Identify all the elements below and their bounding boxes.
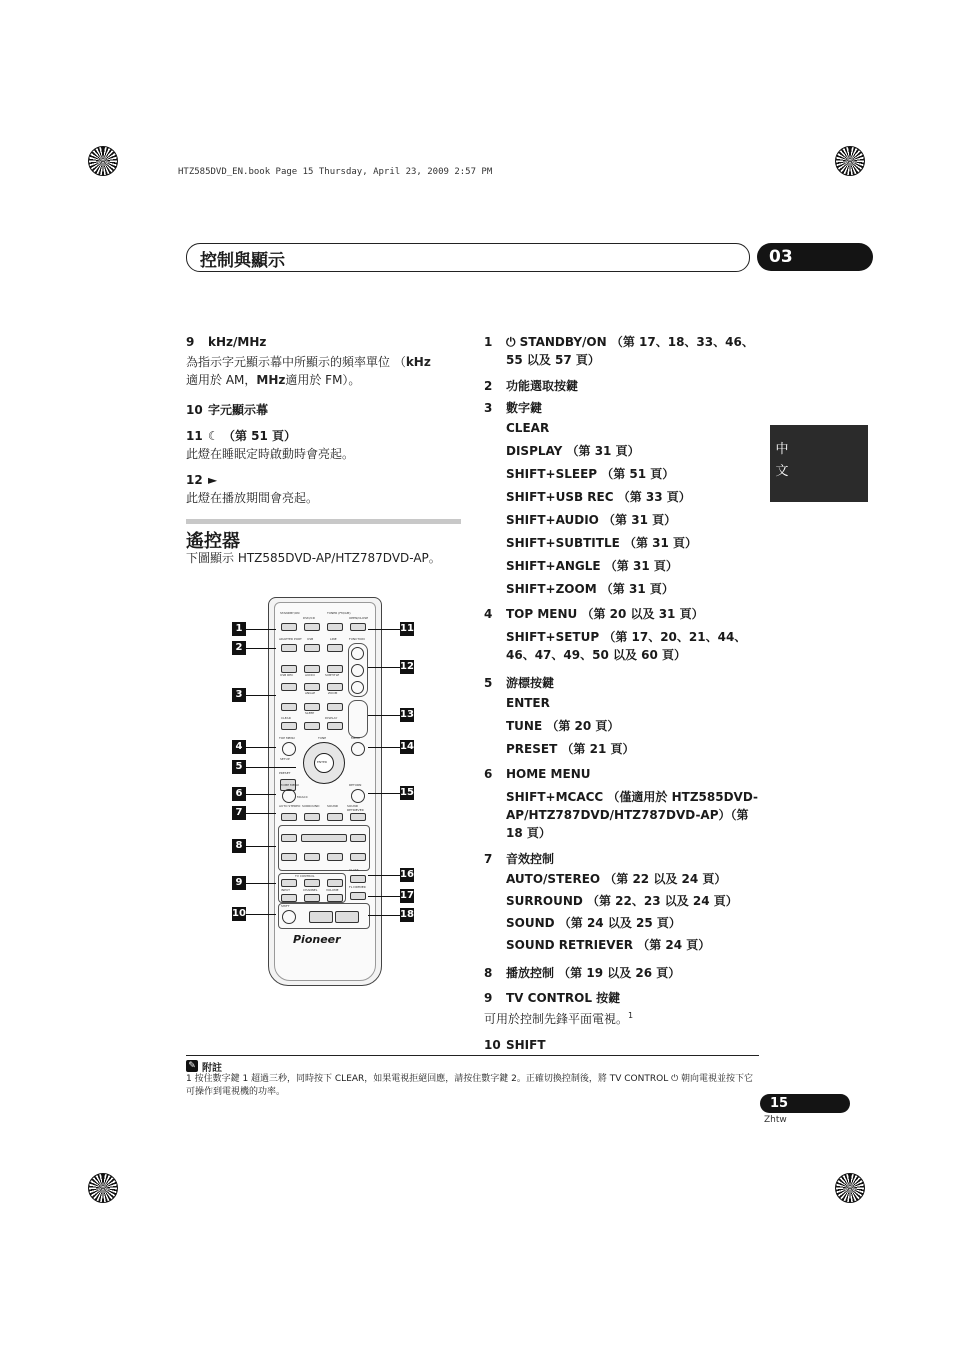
remote-label-volume: VOLUME	[326, 888, 339, 892]
callout-1: 1	[232, 622, 246, 636]
callout-11: 11	[400, 623, 414, 634]
remote-label-fldimmer: FL DIMMER	[349, 885, 366, 889]
remote-label-topmenu: TOP MENU	[279, 736, 295, 740]
r-item-9-body: 可用於控制先鋒平面電視。$^1$	[484, 1011, 634, 1026]
footnote-rule	[186, 1055, 759, 1056]
left-column	[186, 333, 462, 507]
pioneer-logo: Pioneer	[293, 933, 341, 946]
item-9-body: 為指示字元顯示幕中所顯示的頻率單位 （kHz 適用於 AM，MHz適用於 FM）。	[186, 355, 431, 387]
r-item-6-sub: SHIFT+MCACC （僅適用於 HTZ585DVD-AP/HTZ787DVD/HTZ787DVD-AP）（第 18 頁）	[506, 790, 758, 840]
callout-2: 2	[232, 641, 246, 655]
note-icon: ✎	[186, 1060, 198, 1072]
section-title: 遙控器	[186, 531, 240, 552]
remote-label-autostereo: AUTO STEREO	[279, 804, 301, 808]
remote-label-tvcontrol: TV CONTROL	[295, 874, 315, 878]
remote-label-tuner: TUNER (FM/AM)	[327, 611, 351, 615]
remote-face	[274, 602, 376, 981]
registration-mark-tr	[835, 146, 865, 176]
item-12-body: 此燈在播放期間會亮起。	[186, 491, 319, 505]
r-item-8: 8 播放控制 （第 19 以及 26 頁）	[484, 966, 681, 980]
remote-label-line: LINE	[330, 637, 337, 641]
remote-label-channel: CHANNEL	[303, 888, 318, 892]
r-item-2: 2 功能選取按鍵	[484, 379, 579, 393]
callout-18: 18	[400, 909, 414, 920]
language-tab	[770, 425, 868, 502]
remote-label-surround: SURROUND	[302, 804, 320, 808]
remote-label-menu: MENU	[351, 736, 360, 740]
remote-label-input: INPUT	[281, 888, 290, 892]
callout-17: 17	[400, 890, 414, 901]
remote-label-audio: AUDIO	[305, 673, 315, 677]
note-text: 1 按住數字鍵 1 超過三秒，同時按下 CLEAR，如果電視拒絕回應，請按住數字鍵 2。正確切換控制後，將 TV CONTROL ⏻ 朝向電視並按下它可操作到電視機的功率。	[186, 1074, 754, 1097]
section-rule	[186, 519, 461, 524]
callout-12: 12	[400, 661, 414, 672]
remote-label-preset: PRESET	[279, 771, 291, 775]
remote-label-function: FUNCTION	[349, 637, 365, 641]
callout-7: 7	[232, 806, 246, 820]
callout-15: 15	[400, 787, 414, 798]
r-item-4: 4 TOP MENU （第 20 以及 31 頁）	[484, 607, 704, 621]
r-item-6: 6 HOME MENU	[484, 767, 591, 781]
r-item-5-subs: ENTER TUNE （第 20 頁） PRESET （第 21 頁）	[506, 696, 635, 756]
item-11-body: 此燈在睡眠定時啟動時會亮起。	[186, 447, 355, 461]
remote-label-standby: STANDBY/ON	[280, 611, 300, 615]
right-column	[484, 333, 760, 1054]
r-item-7-subs: AUTO/STEREO （第 22 以及 24 頁） SURROUND （第 22、23 以及 24 頁） SOUND （第 24 以及 25 頁） SOUND RETRIEVER （第 24 頁）	[506, 872, 738, 952]
language-tab-char-1: 中	[775, 442, 789, 457]
remote-label-shift: SHIFT	[281, 904, 290, 908]
registration-mark-bl	[88, 1173, 118, 1203]
print-info-line: HTZ585DVD_EN.book Page 15 Thursday, April 23, 2009 2:57 PM	[178, 167, 493, 177]
callout-9: 9	[232, 876, 246, 890]
remote-label-return: RETURN	[349, 783, 362, 787]
r-item-5: 5 游標按鍵	[484, 676, 555, 690]
callout-16: 16	[400, 869, 414, 880]
page-number: 15	[760, 1094, 850, 1113]
note-label: 附註	[202, 1063, 222, 1074]
r-item-3-subs: CLEAR DISPLAY （第 31 頁） SHIFT+SLEEP （第 51 頁） SHIFT+USB REC （第 33 頁） SHIFT+AUDIO （第 31 頁） SHIFT+SUBTITLE （第 31 頁） SHIFT+ANGLE （第 31 頁） SHIFT+ZOOM （第 31 頁）	[506, 421, 698, 596]
remote-label-class: CLASS	[349, 868, 359, 872]
sleep-icon: ☾	[208, 429, 219, 443]
r-item-1: 1 ⏻ STANDBY/ON （第 17、18、33、46、55 以及 57 頁）	[484, 335, 754, 367]
remote-label-subtitle: SUBTITLE	[325, 673, 340, 677]
page-title: 控制與顯示	[200, 251, 285, 271]
language-tab-char-2: 文	[775, 464, 789, 479]
remote-label-tune: TUNE	[318, 736, 327, 740]
remote-label-homemenu: HOME MENU	[280, 783, 299, 787]
item-10-heading: 10 字元顯示幕	[186, 403, 269, 417]
registration-mark-br	[835, 1173, 865, 1203]
callout-4: 4	[232, 740, 246, 754]
callout-5: 5	[232, 760, 246, 774]
r-item-10: 10 SHIFT	[484, 1038, 546, 1052]
remote-label-setup: SETUP	[280, 757, 290, 761]
remote-label-mcacc: MCACC	[297, 795, 308, 799]
r-item-9: 9 TV CONTROL 按鍵	[484, 991, 621, 1005]
chapter-number: 03	[757, 243, 873, 271]
item-11-heading: 11 ☾ （第 51 頁）	[186, 429, 297, 443]
item-9-heading: 9 kHz/MHz	[186, 335, 267, 349]
callout-3: 3	[232, 688, 246, 702]
remote-label-openclose: OPEN/CLOSE	[349, 616, 369, 620]
item-12-heading: 12 ►	[186, 473, 218, 487]
registration-mark-tl	[88, 146, 118, 176]
callout-8: 8	[232, 839, 246, 853]
r-item-4-sub: SHIFT+SETUP （第 17、20、21、44、46、47、49、50 以及 60 頁）	[506, 630, 747, 662]
section-subtitle: 下圖顯示 HTZ585DVD-AP/HTZ787DVD-AP。	[186, 551, 441, 565]
callout-14: 14	[400, 741, 414, 752]
remote-label-sleep: SLEEP	[305, 711, 315, 715]
remote-label-adapter: ADAPTER PORT	[279, 637, 302, 641]
remote-label-sound: SOUND	[327, 804, 339, 808]
remote-label-zoom: ZOOM	[328, 691, 338, 695]
callout-10: 10	[232, 908, 246, 919]
callout-6: 6	[232, 787, 246, 801]
remote-label-soundretriever: SOUND RETRIEVER	[347, 804, 364, 812]
remote-label-clear: CLEAR	[281, 716, 291, 720]
remote-label-display: DISPLAY	[325, 716, 338, 720]
remote-label-usbrec: USB REC	[280, 673, 294, 677]
remote-label-dvdcd: DVD/CD	[303, 616, 316, 620]
r-item-7: 7 音效控制	[484, 852, 555, 866]
play-icon: ►	[208, 473, 218, 487]
remote-label-angle: ANGLE	[305, 691, 316, 695]
callout-13: 13	[400, 709, 414, 720]
remote-label-usb: USB	[307, 637, 314, 641]
language-code: Zhtw	[764, 1115, 787, 1125]
remote-label-enter: ENTER	[317, 760, 327, 764]
r-item-3: 3 數字鍵	[484, 401, 543, 415]
